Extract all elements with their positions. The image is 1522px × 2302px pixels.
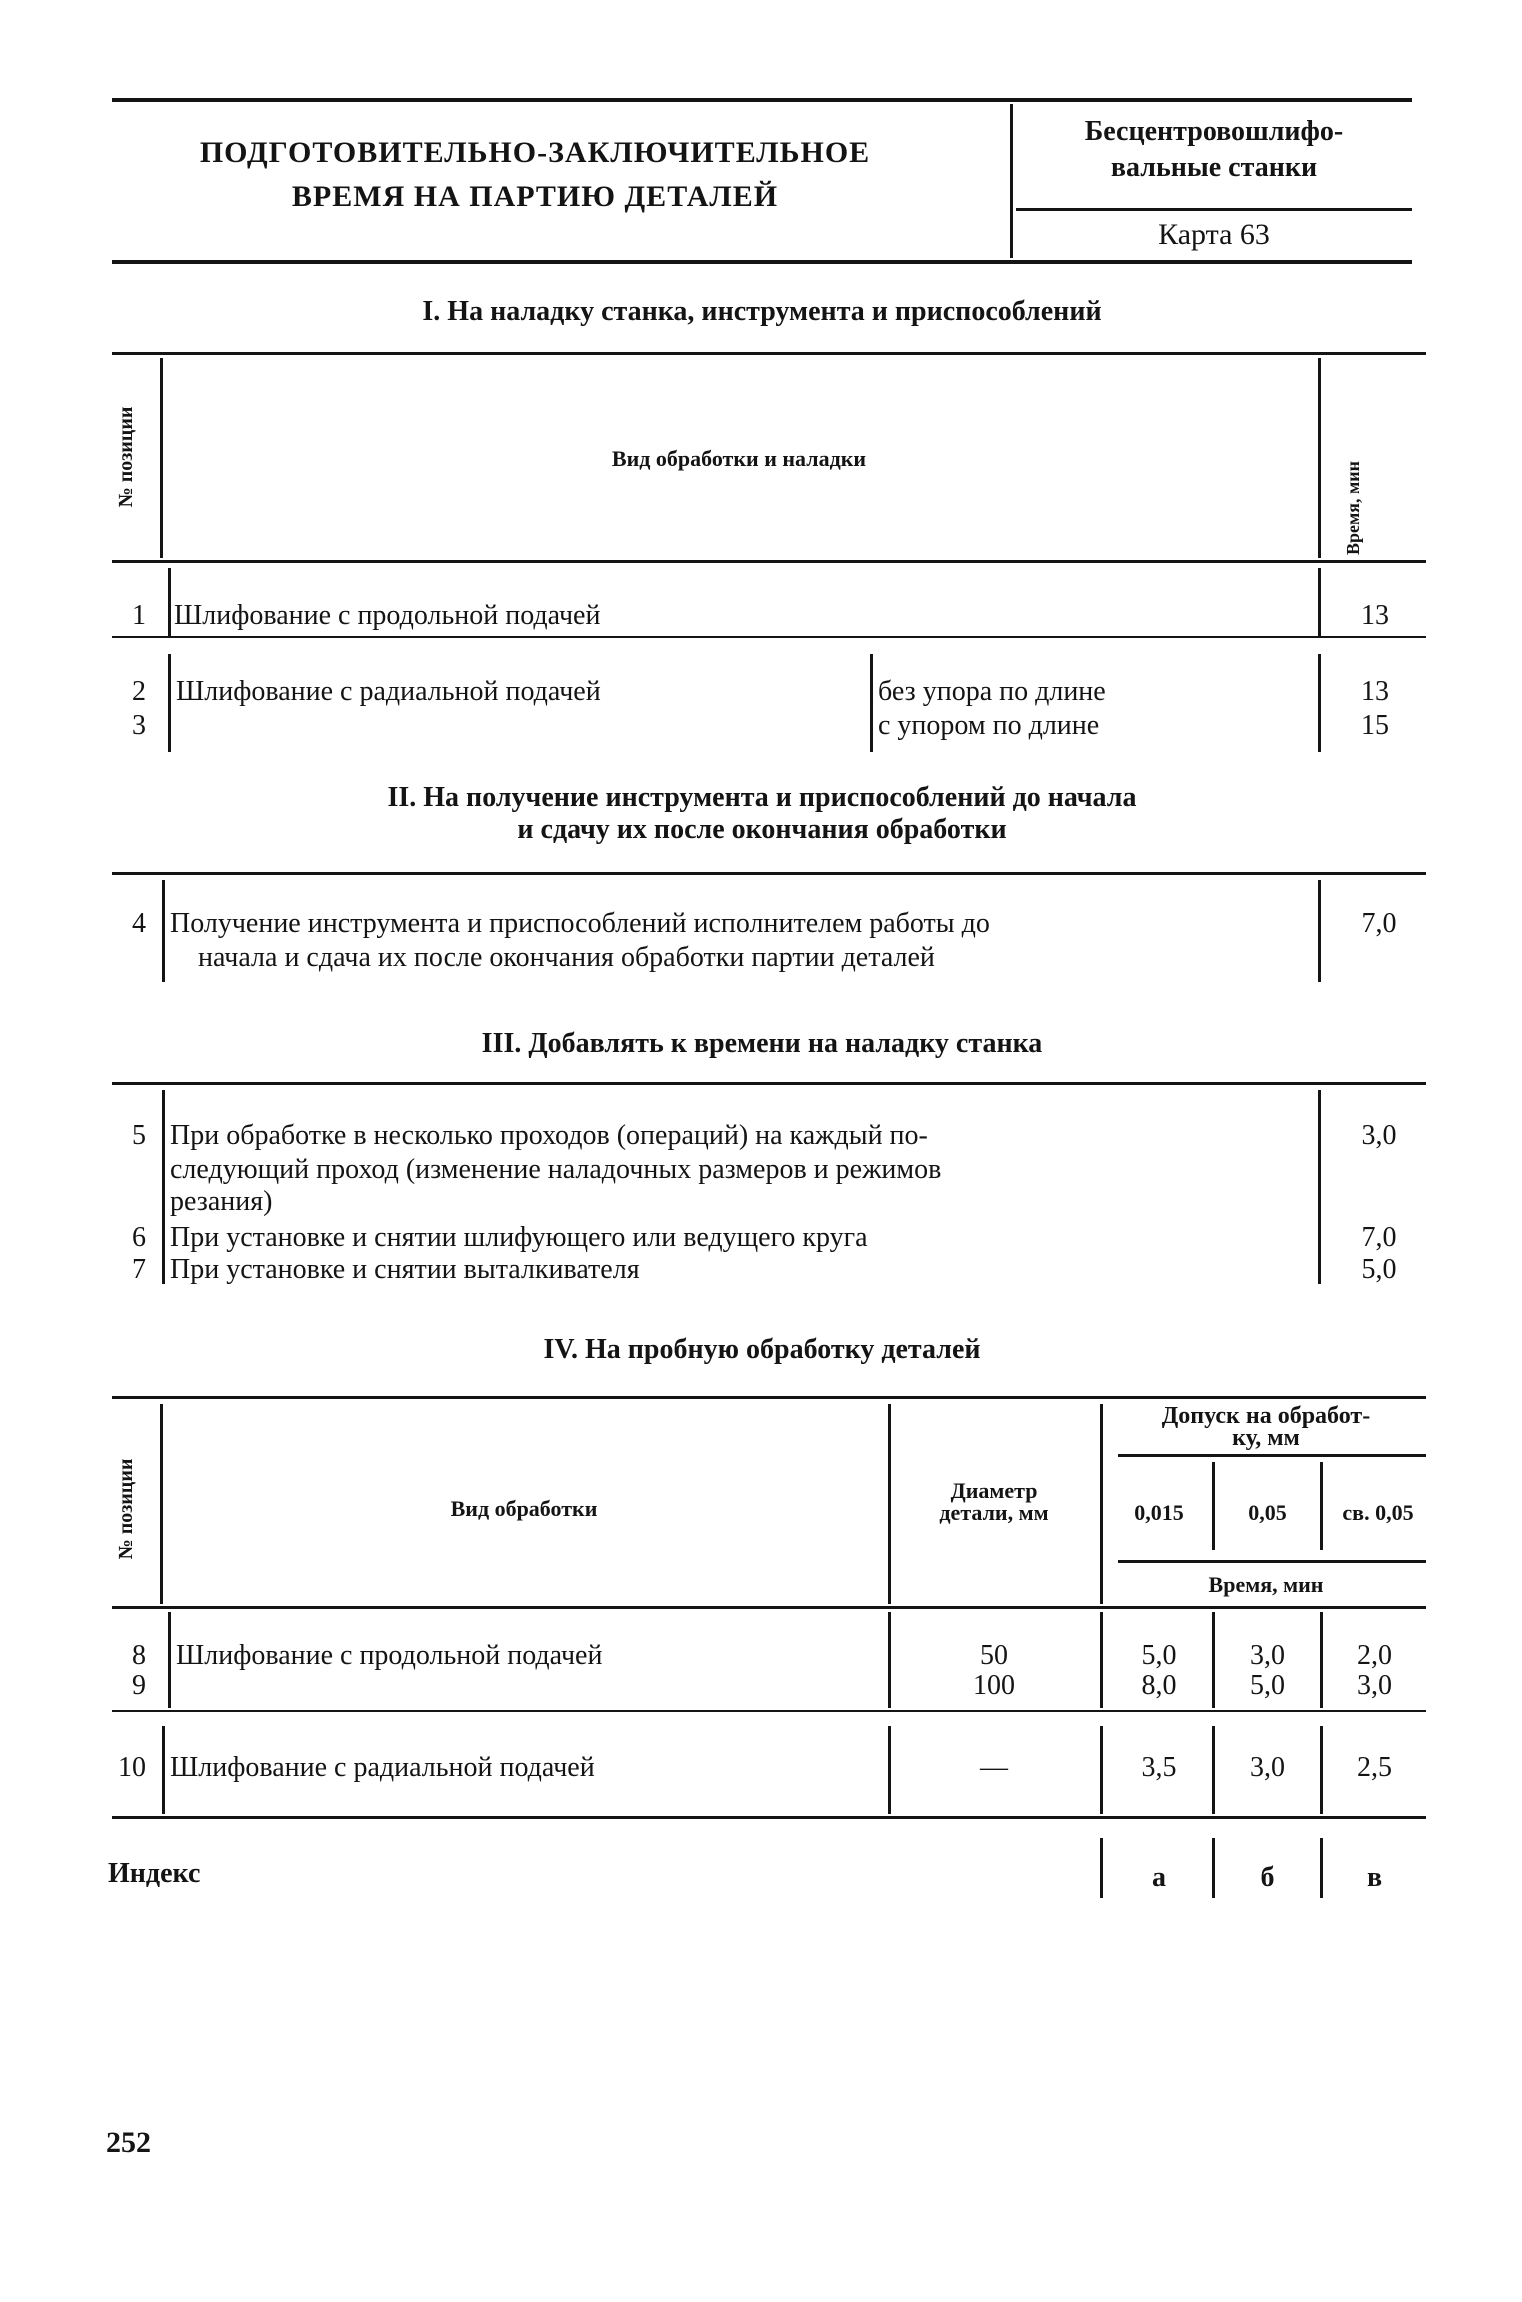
section4-vline-tol [1100,1404,1103,1604]
row-5-line3: резания) [170,1186,273,1217]
time-header-rule [1118,1560,1426,1563]
section4-vline-diam [888,1404,891,1604]
row-2-text: Шлифование с радиальной подачей [176,676,601,707]
card-number: Карта 63 [1158,218,1270,251]
section1-col-kind: Вид обработки и наладки [611,446,867,471]
row-1-text: Шлифование с продольной подачей [174,600,601,631]
section2-title-line2: и сдачу их после окончания обработки [517,814,1007,845]
section1-top-rule [112,352,1426,355]
row-8-text: Шлифование с продольной подачей [176,1640,603,1671]
section4-top-rule [112,1396,1426,1399]
row-7-pos: 7 [132,1254,146,1285]
row-8-pos: 8 [132,1640,146,1671]
row-10-vline-a [1100,1726,1103,1814]
row-8-a: 5,0 [1141,1640,1177,1671]
tol-value-a: 0,015 [1134,1500,1184,1525]
index-label: Индекс [108,1858,201,1889]
row-6-time: 7,0 [1361,1222,1397,1253]
row-2-cond-vline [870,654,873,752]
section4-header-rule [112,1606,1426,1609]
row-8-vline-diam [888,1612,891,1708]
machine-type-line1: Бесцентровошлифо- [1084,116,1344,147]
row-8-vline-a [1100,1612,1103,1708]
row-9-rule [112,1710,1426,1712]
row-1-time: 13 [1361,600,1389,631]
row-3-cond: с упором по длине [878,710,1100,741]
page-title-line2: ВРЕМЯ НА ПАРТИЮ ДЕТАЛЕЙ [291,180,779,213]
row-10-vline [162,1726,165,1814]
section3-title: III. Добавлять к времени на наладку станка [481,1028,1043,1059]
row-6-text: При установке и снятии шлифующего или ведущего круга [170,1222,868,1253]
row-3-time: 15 [1361,710,1389,741]
row-8-b: 3,0 [1250,1640,1285,1671]
row-8-c: 2,0 [1357,1640,1392,1671]
row-5-time: 3,0 [1361,1120,1397,1151]
row-4-pos: 4 [132,908,146,939]
section2-title-line1: II. На получение инструмента и приспособлений до начала [387,782,1137,813]
section1-col-time: Время, мин [1343,461,1363,556]
section4-col-diam-line2: детали, мм [939,1500,1049,1525]
row-10-text: Шлифование с радиальной подачей [170,1752,595,1783]
row-2-pos: 2 [132,676,146,707]
page-title-line1: ПОДГОТОВИТЕЛЬНО-ЗАКЛЮЧИТЕЛЬНОЕ [199,136,871,169]
section4-col-time: Время, мин [1208,1572,1324,1597]
row-8-diam: 50 [980,1640,1008,1671]
row-10-a: 3,5 [1141,1752,1177,1783]
row-10-c: 2,5 [1357,1752,1392,1783]
tol-value-c: св. 0,05 [1342,1500,1414,1525]
section4-col-diam-line1: Диаметр [950,1478,1038,1503]
header-top-rule [112,98,1412,102]
row-1-vline [168,568,171,636]
row-9-b: 5,0 [1250,1670,1285,1701]
section1-vline-time [1318,358,1321,558]
header-divider [1010,104,1013,258]
row-9-c: 3,0 [1357,1670,1392,1701]
section4-col-kind: Вид обработки [450,1496,598,1521]
row-6-pos: 6 [132,1222,146,1253]
row-5-line2: следующий проход (изменение наладочных размеров и режимов [170,1154,942,1185]
row-9-a: 8,0 [1141,1670,1177,1701]
section4-col-tol-line1: Допуск на обработ- [1161,1403,1371,1429]
section4-col-pos: № позиции [115,1458,137,1560]
page-number: 252 [106,2126,151,2159]
section1-title: I. На наладку станка, инструмента и приспособлений [422,296,1102,327]
section1-vline-pos [160,358,163,558]
index-c: в [1366,1862,1383,1893]
row-4-vline [162,880,165,982]
row-5-pos: 5 [132,1120,146,1151]
tol-header-rule [1118,1454,1426,1457]
section4-title: IV. На пробную обработку деталей [543,1334,981,1365]
section1-header-rule [112,560,1426,563]
row-8-vline [168,1612,171,1708]
section3-vline-time [1318,1090,1321,1284]
tol-value-b: 0,05 [1248,1500,1287,1525]
section1-col-pos: № позиции [115,406,137,508]
row-10-b: 3,0 [1250,1752,1285,1783]
row-10-diam: — [980,1752,1008,1783]
section2-top-rule [112,872,1426,875]
row-3-pos: 3 [132,710,146,741]
section4-vline-pos [160,1404,163,1604]
row-1-rule [112,636,1426,638]
row-4-line2: начала и сдача их после окончания обработки партии деталей [198,942,935,973]
index-vline-a [1100,1838,1103,1898]
row-2-vline-time [1318,654,1321,752]
section3-vline [162,1090,165,1284]
row-7-time: 5,0 [1361,1254,1397,1285]
machine-type-line2: вальные станки [1110,152,1318,183]
row-4-time: 7,0 [1361,908,1397,939]
index-b: б [1260,1862,1275,1893]
section4-bottom-rule [112,1816,1426,1819]
row-9-diam: 100 [973,1670,1015,1701]
row-5-line1: При обработке в несколько проходов (операций) на каждый по- [170,1120,928,1151]
row-9-pos: 9 [132,1670,146,1701]
row-1-vline-time [1318,568,1321,636]
row-4-vline-time [1318,880,1321,982]
row-10-pos: 10 [118,1752,146,1783]
card-rule [1016,208,1412,211]
row-2-cond: без упора по длине [878,676,1106,707]
section3-top-rule [112,1082,1426,1085]
row-7-text: При установке и снятии выталкивателя [170,1254,640,1285]
row-2-vline [168,654,171,752]
index-a: а [1152,1862,1166,1893]
header-bottom-rule [112,260,1412,264]
row-1-pos: 1 [132,600,146,631]
section4-col-tol-line2: ку, мм [1232,1425,1300,1451]
row-10-vline-diam [888,1726,891,1814]
row-2-time: 13 [1361,676,1389,707]
row-4-line1: Получение инструмента и приспособлений исполнителем работы до [170,908,990,939]
